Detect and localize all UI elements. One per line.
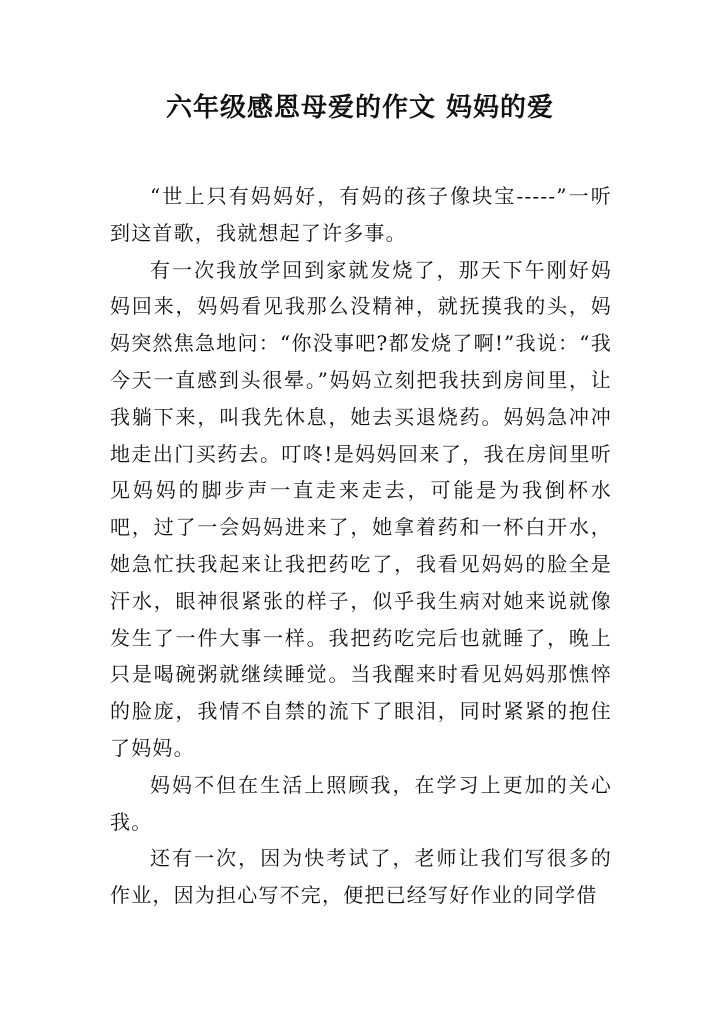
document-body bbox=[110, 178, 612, 914]
document-title: 六年级感恩母爱的作文 妈妈的爱 bbox=[165, 93, 555, 123]
paragraph: 妈妈不但在生活上照顾我，在学习上更加的关心我。 bbox=[110, 772, 612, 834]
paragraph: “世上只有妈妈好，有妈的孩子像块宝-----”一听到这首歌，我就想起了许多事。 bbox=[110, 184, 612, 245]
paragraph: 还有一次，因为快考试了，老师让我们写很多的作业，因为担心写不完，便把已经写好作业的同学借 bbox=[110, 846, 612, 908]
paragraph: 有一次我放学回到家就发烧了，那天下午刚好妈妈回来，妈妈看见我那么没精神，就抚摸我的头，妈妈突然焦急地问：“你没事吧?都发烧了啊!”我说：“我今天一直感到头很晕。”妈妈立刻把我扶到房间里，让我躺下来，叫我先休息，她去买退烧药。妈妈急冲冲地走出门买药去。叮咚!是妈妈回来了，我在房间里听见妈妈的脚步声一直走来走去，可能是为我倒杯水吧，过了一会妈妈进来了，她拿着药和一杯白开水，她急忙扶我起来让我把药吃了，我看见妈妈的脸全是汗水，眼神很紧张的样子，似乎我生病对她来说就像发生了一件大事一样。我把药吃完后也就睡了，晚上只是喝碗粥就继续睡觉。当我醒来时看见妈妈那憔悴的脸庞，我情不自禁的流下了眼泪，同时紧紧的抱住了妈妈。 bbox=[110, 257, 612, 760]
